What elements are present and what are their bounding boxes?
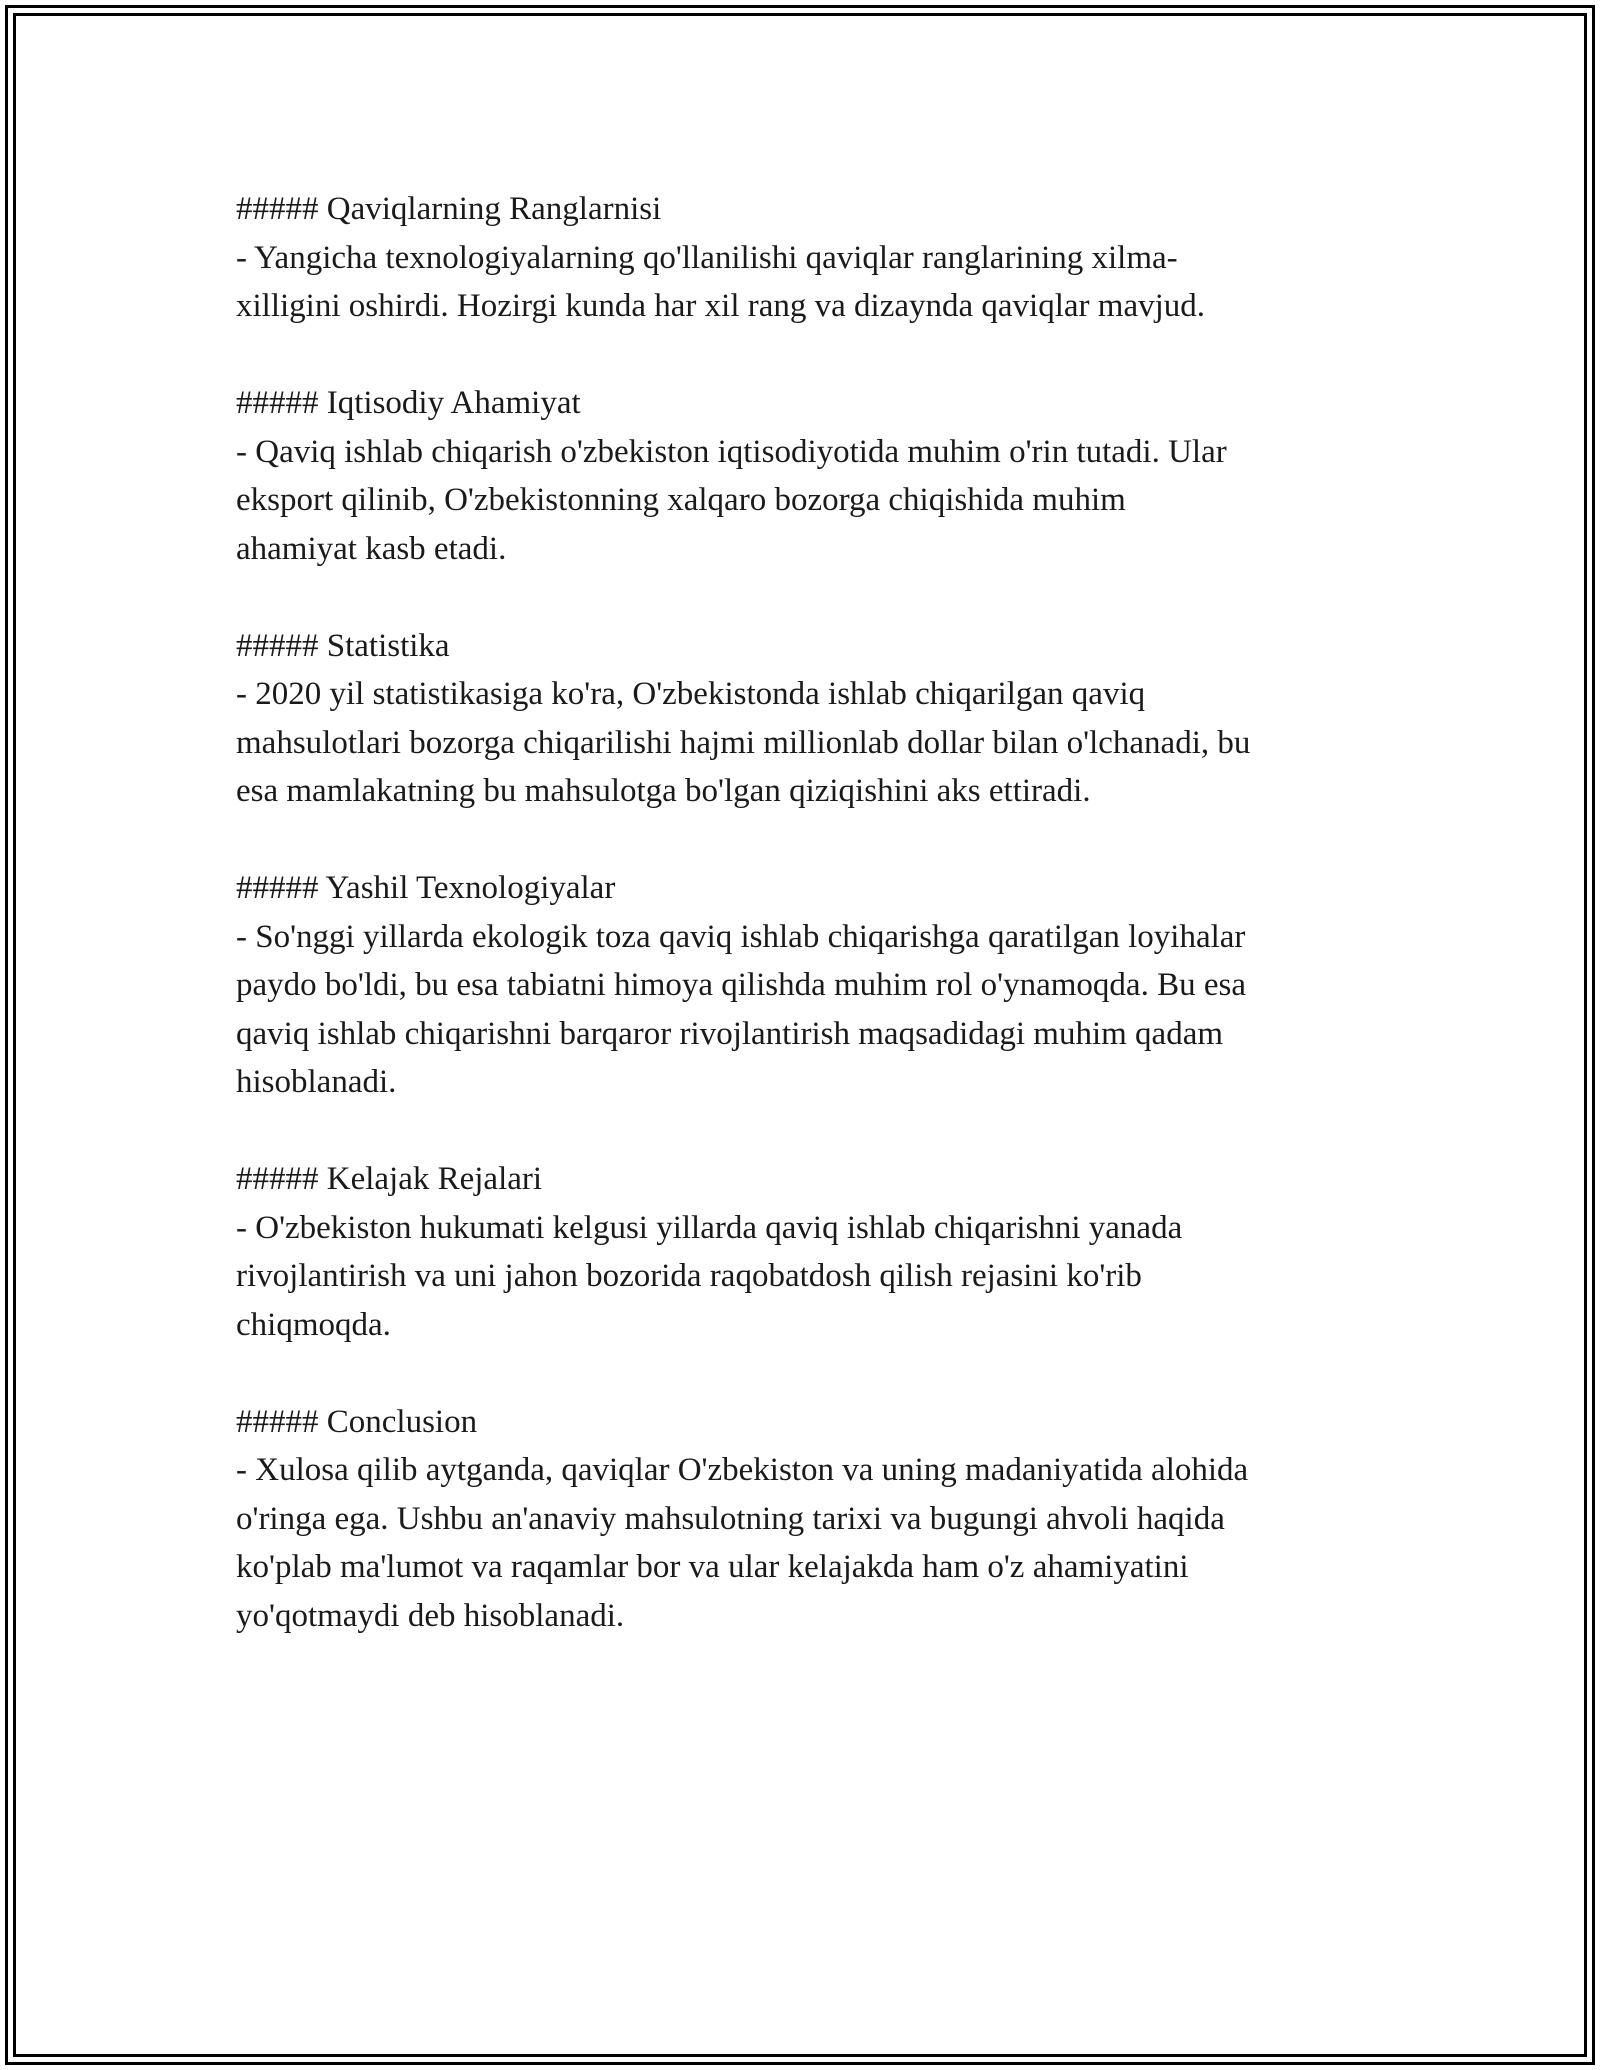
- section-text-line: - So'nggi yillarda ekologik toza qaviq ishlab chiqarishga qaratilgan loyihalar: [236, 918, 1246, 955]
- section-text-line: qaviq ishlab chiqarishni barqaror rivojlantirish maqsadidagi muhim qadam: [236, 1015, 1224, 1052]
- section-text-line: - Qaviq ishlab chiqarish o'zbekiston iqtisodiyotida muhim o'rin tutadi. Ular: [236, 433, 1227, 470]
- section-text-line: xilligini oshirdi. Hozirgi kunda har xil rang va dizaynda qaviqlar mavjud.: [236, 288, 1206, 324]
- section-text-line: ahamiyat kasb etadi.: [236, 530, 507, 567]
- section-text-line: - 2020 yil statistikasiga ko'ra, O'zbekistonda ishlab chiqarilgan qaviq: [236, 676, 1146, 712]
- section-kelajak-rejalari: [236, 1155, 1376, 1349]
- section-statistika: [236, 622, 1376, 816]
- section-text-line: chiqmoqda.: [236, 1306, 391, 1343]
- section-iqtisodiy-ahamiyat: [236, 379, 1376, 573]
- section-heading: ##### Statistika: [236, 627, 450, 664]
- section-text-line: yo'qotmaydi deb hisoblanadi.: [236, 1597, 625, 1634]
- section-qaviqlarning-ranglarnisi: [236, 185, 1376, 331]
- section-text-line: ko'plab ma'lumot va raqamlar bor va ular kelajakda ham o'z ahamiyatini: [236, 1549, 1189, 1585]
- section-text-line: eksport qilinib, O'zbekistonning xalqaro bozorga chiqishida muhim: [236, 482, 1126, 518]
- section-heading: ##### Yashil Texnologiyalar: [236, 870, 616, 906]
- section-text-line: - O'zbekiston hukumati kelgusi yillarda qaviq ishlab chiqarishni yanada: [236, 1209, 1183, 1246]
- section-heading: ##### Iqtisodiy Ahamiyat: [236, 385, 581, 421]
- section-heading: ##### Kelajak Rejalari: [236, 1161, 543, 1197]
- section-text-line: paydo bo'ldi, bu esa tabiatni himoya qilishda muhim rol o'ynamoqda. Bu esa: [236, 967, 1246, 1003]
- section-conclusion: [236, 1398, 1376, 1641]
- section-heading: ##### Conclusion: [236, 1403, 478, 1440]
- section-yashil-texnologiyalar: [236, 864, 1376, 1107]
- section-text-line: o'ringa ega. Ushbu an'anaviy mahsulotning tarixi va bugungi ahvoli haqida: [236, 1500, 1225, 1537]
- section-text-line: esa mamlakatning bu mahsulotga bo'lgan qiziqishini aks ettiradi.: [236, 773, 1091, 809]
- section-text-line: mahsulotlari bozorga chiqarilishi hajmi millionlab dollar bilan o'lchanadi, bu: [236, 724, 1251, 761]
- section-text-line: hisoblanadi.: [236, 1064, 397, 1100]
- section-text-line: rivojlantirish va uni jahon bozorida raqobatdosh qilish rejasini ko'rib: [236, 1258, 1142, 1294]
- section-text-line: - Xulosa qilib aytganda, qaviqlar O'zbekiston va uning madaniyatida alohida: [236, 1452, 1249, 1488]
- document-body: [236, 185, 1376, 1689]
- section-text-line: - Yangicha texnologiyalarning qo'llanilishi qaviqlar ranglarining xilma-: [236, 239, 1178, 276]
- section-heading: ##### Qaviqlarning Ranglarnisi: [236, 191, 662, 227]
